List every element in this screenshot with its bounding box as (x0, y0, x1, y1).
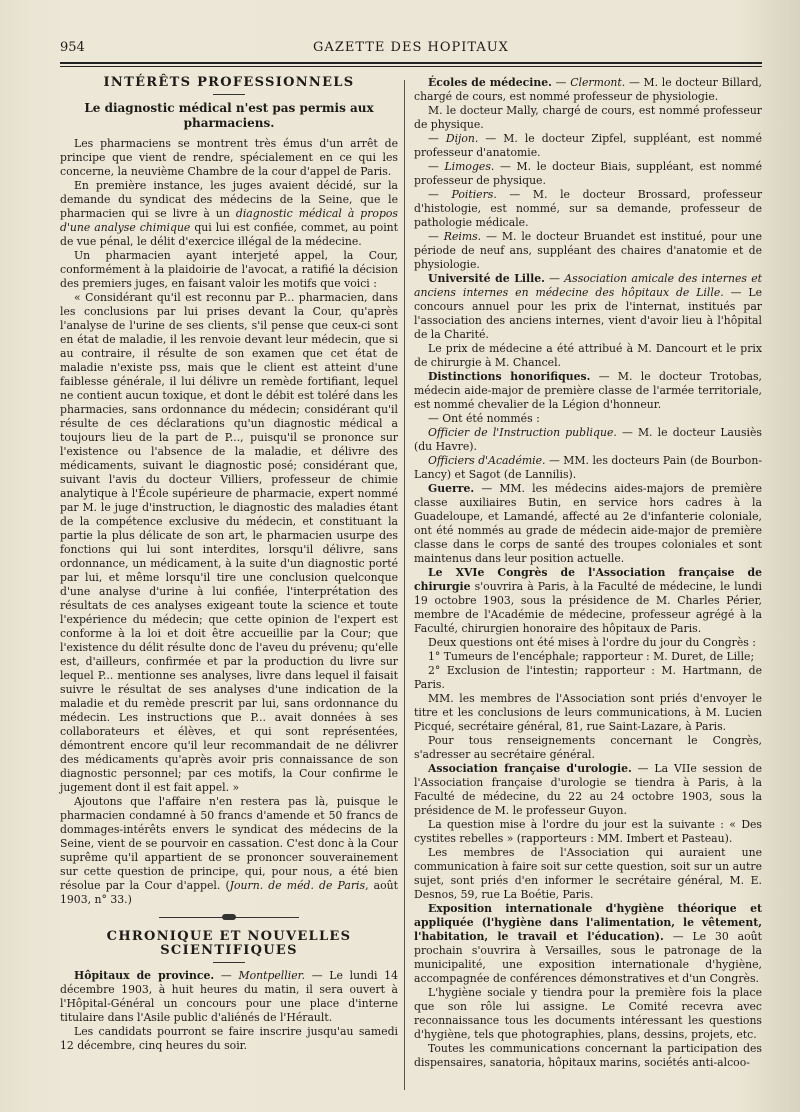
paragraph: En première instance, les juges avaient décidé, sur la demande du syndicat des médecins de la Seine, que le pharmacien qui se livre à un diagnostic médical à propos d'une analyse chimique qui lui est confiée, commet, au point de vue pénal, le délit d'exercice illégal de la médecine. (60, 179, 399, 248)
paragraph: — Poitiers. — M. le docteur Brossard, professeur d'histologie, est nommé, sur sa demande, professeur de pathologie médicale. (414, 188, 762, 229)
article-subtitle: Le diagnostic médical n'est pas permis aux pharmaciens. (84, 101, 374, 130)
paragraph: Les candidats pourront se faire inscrire jusqu'au samedi 12 décembre, cinq heures du soir. (60, 1025, 398, 1052)
paragraph: Distinctions honorifiques. — M. le docteur Trotobas, médecin aide-major de première classe de l'armée territoriale, est nommé chevalier de la Légion d'honneur. (414, 370, 762, 411)
left-column (60, 76, 398, 1053)
paragraph: MM. les membres de l'Association sont priés d'envoyer le titre et les conclusions de leurs communications, à M. Lucien Picqué, secrétaire général, 81, rue Saint-Lazare, à Paris. (414, 692, 762, 733)
paragraph: L'hygiène sociale y tiendra pour la première fois la place que son rôle lui assigne. Le Comité recevra avec reconnaissance tous les documents intéressant les questions d'hygiène, tels que photographies, plans, dessins, projets, etc. (414, 986, 762, 1041)
paragraph: Un pharmacien ayant interjeté appel, la Cour, conformément à la plaidoirie de l'avocat, a ratifié la décision des premiers juges, en faisant valoir les motifs que voici : (60, 249, 398, 290)
paragraph: 1° Tumeurs de l'encéphale; rapporteur : M. Duret, de Lille; (428, 650, 755, 663)
column-divider (404, 80, 405, 1090)
header-rule-thin (60, 66, 762, 67)
section-title-interets: INTÉRÊTS PROFESSIONNELS (103, 75, 355, 90)
paragraph: — Limoges. — M. le docteur Biais, suppléant, est nommé professeur de physique. (414, 160, 762, 187)
page-number: 954 (60, 40, 85, 55)
short-rule (213, 94, 245, 95)
paragraph: — Ont été nommés : (428, 412, 540, 425)
paragraph: Les pharmaciens se montrent très émus d'un arrêt de principe que vient de rendre, spécialement en ce qui les concerne, la neuvième Chambre de la cour d'appel de Paris. (60, 137, 398, 178)
paragraph: Les membres de l'Association qui auraient une communication à faire soit sur cette question, soit sur un autre sujet, sont priés d'en informer le secrétaire général, M. E. Desnos, 59, rue La Boétie, Paris. (414, 846, 762, 901)
paragraph: Officier de l'Instruction publique. — M. le docteur Lausiès (du Havre). (414, 426, 762, 453)
paragraph: Guerre. — MM. les médecins aides-majors de première classe auxiliaires Butin, en service hors cadres à la Guadeloupe, et Lamandé, affecté au 2e d'infanterie coloniale, ont été nommés au grade de médecin aide-major de première classe dans le corps de santé des troupes coloniales et sont maintenus dans leur position actuelle. (414, 482, 762, 565)
paragraph: Université de Lille. — Association amicale des internes et anciens internes en médecine des hôpitaux de Lille. — Le concours annuel pour les prix de l'internat, institués par l'association des anciens internes, vient d'avoir lieu à l'hôpital de la Charité. (414, 272, 763, 341)
paragraph: Ajoutons que l'affaire n'en restera pas là, puisque le pharmacien condamné à 50 francs d'amende et 50 francs de dommages-intérêts envers le syndicat des médecins de la Seine, vient de se pourvoir en cassation. C'est donc à la Cour suprême qu'il appartient de se prononcer souverainement sur cette question de principe, qui, pour nous, a été bien résolue par la Cour d'appel. (Journ. de méd. de Paris, août 1903, n° 33.) (60, 795, 398, 906)
paragraph: — Dijon. — M. le docteur Zipfel, suppléant, est nommé professeur d'anatomie. (414, 132, 762, 159)
right-column (414, 76, 762, 1070)
running-title: GAZETTE DES HOPITAUX (313, 40, 509, 55)
paragraph: Officiers d'Académie. — MM. les docteurs Pain (de Bourbon-Lancy) et Sagot (de Lannilis). (414, 454, 762, 481)
section-title-chronique: CHRONIQUE ET NOUVELLES SCIENTIFIQUES (106, 929, 352, 958)
paragraph: Le XVIe Congrès de l'Association française de chirurgie s'ouvrira à Paris, à la Faculté de médecine, le lundi 19 octobre 1903, sous la présidence de M. Charles Périer, membre de l'Académie de médecine, professeur agrégé à la Faculté, chirurgien honoraire des hôpitaux de Paris. (414, 566, 762, 635)
paragraph: — Reims. — M. le docteur Bruandet est institué, pour une période de neuf ans, suppléant des chaires d'anatomie et de physiologie. (414, 230, 762, 271)
paragraph: « Considérant qu'il est reconnu par P... pharmacien, dans les conclusions par lui prises devant la Cour, qu'après l'analyse de l'urine de ses clients, s'il pense que ceux-ci sont en état de maladie, il les renvoie devant leur médecin, que si au contraire, il résulte de son examen que cet état de maladie n'existe pss, mais que le client est atteint d'une faiblesse générale, il lui délivre un remède fortifiant, lequel ne contient aucun toxique, et dont le débit est toléré dans les pharmacies, sans ordonnance du médecin; considérant qu'il résulte de ces déclarations qu'un diagnostic médical a toujours lieu de la part de P..., puisqu'il se prononce sur l'existence ou l'absence de la maladie, et délivre des médicaments, suivant le diagnostic posé; considérant que, suivant l'avis du docteur Villiers, professeur de chimie analytique à l'École supérieure de pharmacie, expert nommé par M. le juge d'instruction, le diagnostic des maladies étant de la compétence exclusive du médecin, et constituant la partie la plus délicate de son art, le pharmacien usurpe des fonctions qui lui sont interdites, lorsqu'il délivre, sans ordonnance, un médicament, à la suite d'un diagnostic porté par lui, et même lorsqu'il tire une conclusion quelconque d'une analyse d'urine à lui confiée, l'interprétation des résultats de ces analyses exigeant toute la science et toute l'expérience du médecin; que cette opinion de l'expert est conforme à la loi et doit être accueillie par la Cour; que l'existence du délit résulte donc de l'aveu du prévenu; qu'elle est, d'ailleurs, confirmée et par la production du livre sur lequel P... mentionne ses analyses, livre dans lequel il faisait suivre le résultat de ses analyses d'une indication de la maladie et du remède prescrit par lui, sans ordonnance du médecin. Les instructions que P... avait données à ses collaborateurs et élèves, et qui sont représentées, démontrent encore qu'il leur recommandait de ne délivrer des médicaments qu'après avoir pris connaissance de son diagnostic personnel; par ces motifs, la Cour confirme le jugement dont il est fait appel. » (60, 291, 398, 794)
paragraph: Écoles de médecine. — Clermont. — M. le docteur Billard, chargé de cours, est nommé professeur de physiologie. (414, 76, 762, 103)
ornament-divider (159, 917, 299, 918)
short-rule (213, 962, 245, 963)
paragraph: M. le docteur Mally, chargé de cours, est nommé professeur de physique. (414, 104, 762, 131)
page-header (60, 38, 762, 58)
paragraph: La question mise à l'ordre du jour est la suivante : « Des cystites rebelles » (rapporteurs : MM. Imbert et Pasteau). (414, 818, 762, 845)
header-rule-thick (60, 62, 762, 64)
paragraph: Le prix de médecine a été attribué à M. Dancourt et le prix de chirurgie à M. Chancel. (414, 342, 762, 369)
paragraph: Hôpitaux de province. — Montpellier. — Le lundi 14 décembre 1903, à huit heures du matin, il sera ouvert à l'Hôpital-Général un concours pour une place d'interne titulaire dans l'Asile public d'aliénés de l'Hérault. (60, 969, 398, 1024)
paragraph: Exposition internationale d'hygiène théorique et appliquée (l'hygiène dans l'alimentation, le vêtement, l'habitation, le travail et l'éducation). — Le 30 août prochain s'ouvrira à Versailles, sous le patronage de la municipalité, une exposition internationale d'hygiène, accompagnée de conférences démonstratives et d'un Congrès. (414, 902, 762, 985)
paragraph: Association française d'urologie. — La VIIe session de l'Association française d'urologie se tiendra à Paris, à la Faculté de médecine, du 22 au 24 octobre 1903, sous la présidence de M. le professeur Guyon. (414, 762, 762, 817)
paragraph: Toutes les communications concernant la participation des dispensaires, sanatoria, hôpitaux marins, sociétés anti-alcoo- (414, 1042, 762, 1069)
paragraph: 2° Exclusion de l'intestin; rapporteur : M. Hartmann, de Paris. (414, 664, 762, 691)
paragraph: Pour tous renseignements concernant le Congrès, s'adresser au secrétaire général. (414, 734, 762, 761)
paragraph: Deux questions ont été mises à l'ordre du jour du Congrès : (428, 636, 756, 649)
